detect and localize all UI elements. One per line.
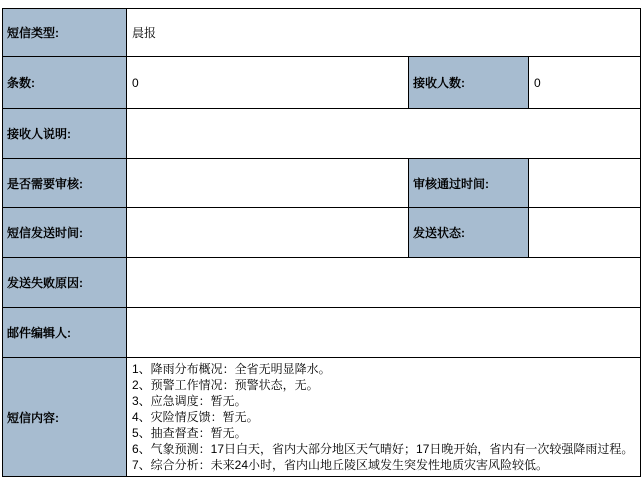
recipient-note-value [127, 109, 641, 159]
send-status-label: 发送状态: [409, 208, 529, 258]
count-label: 条数: [3, 57, 127, 109]
need-review-label: 是否需要审核: [3, 159, 127, 208]
table-row-counts [3, 57, 641, 109]
sms-detail-panel [2, 8, 641, 477]
sms-send-time-label: 短信发送时间: [3, 208, 127, 258]
need-review-value [127, 159, 409, 208]
sms-content-line-6: 6、气象预测：17日白天，省内大部分地区天气晴好；17日晚开始，省内有一次较强降雨过程。 [132, 442, 634, 456]
table-row-recipient-note [3, 109, 641, 159]
count-value: 0 [127, 57, 409, 109]
sms-content-line-1: 1、降雨分布概况：全省无明显降水。 [132, 362, 331, 376]
recipient-count-value: 0 [529, 57, 641, 109]
table-row-fail-reason [3, 258, 641, 308]
sms-content-line-5: 5、抽查督查：暂无。 [132, 426, 247, 440]
sms-content-line-4: 4、灾险情反馈：暂无。 [132, 410, 259, 424]
table-row-send-time [3, 208, 641, 258]
table-row-review [3, 159, 641, 208]
mail-editor-label: 邮件编辑人: [3, 308, 127, 358]
sms-content-line-2: 2、预警工作情况：预警状态，无。 [132, 378, 319, 392]
sms-content-value [127, 358, 641, 477]
table-row-sms-type [3, 9, 641, 57]
review-pass-time-value [529, 159, 641, 208]
send-fail-reason-label: 发送失败原因: [3, 258, 127, 308]
recipient-count-label: 接收人数: [409, 57, 529, 109]
sms-type-label: 短信类型: [3, 9, 127, 57]
sms-send-time-value [127, 208, 409, 258]
review-pass-time-label: 审核通过时间: [409, 159, 529, 208]
sms-content-line-7: 7、综合分析：未来24小时，省内山地丘陵区域发生突发性地质灾害风险较低。 [132, 458, 549, 472]
sms-type-value: 晨报 [127, 9, 641, 57]
table-row-sms-content [3, 358, 641, 477]
send-fail-reason-value [127, 258, 641, 308]
sms-detail-table [2, 8, 641, 477]
sms-content-line-3: 3、应急调度：暂无。 [132, 394, 247, 408]
mail-editor-value [127, 308, 641, 358]
send-status-value [529, 208, 641, 258]
sms-content-label: 短信内容: [3, 358, 127, 477]
table-row-mail-editor [3, 308, 641, 358]
recipient-note-label: 接收人说明: [3, 109, 127, 159]
